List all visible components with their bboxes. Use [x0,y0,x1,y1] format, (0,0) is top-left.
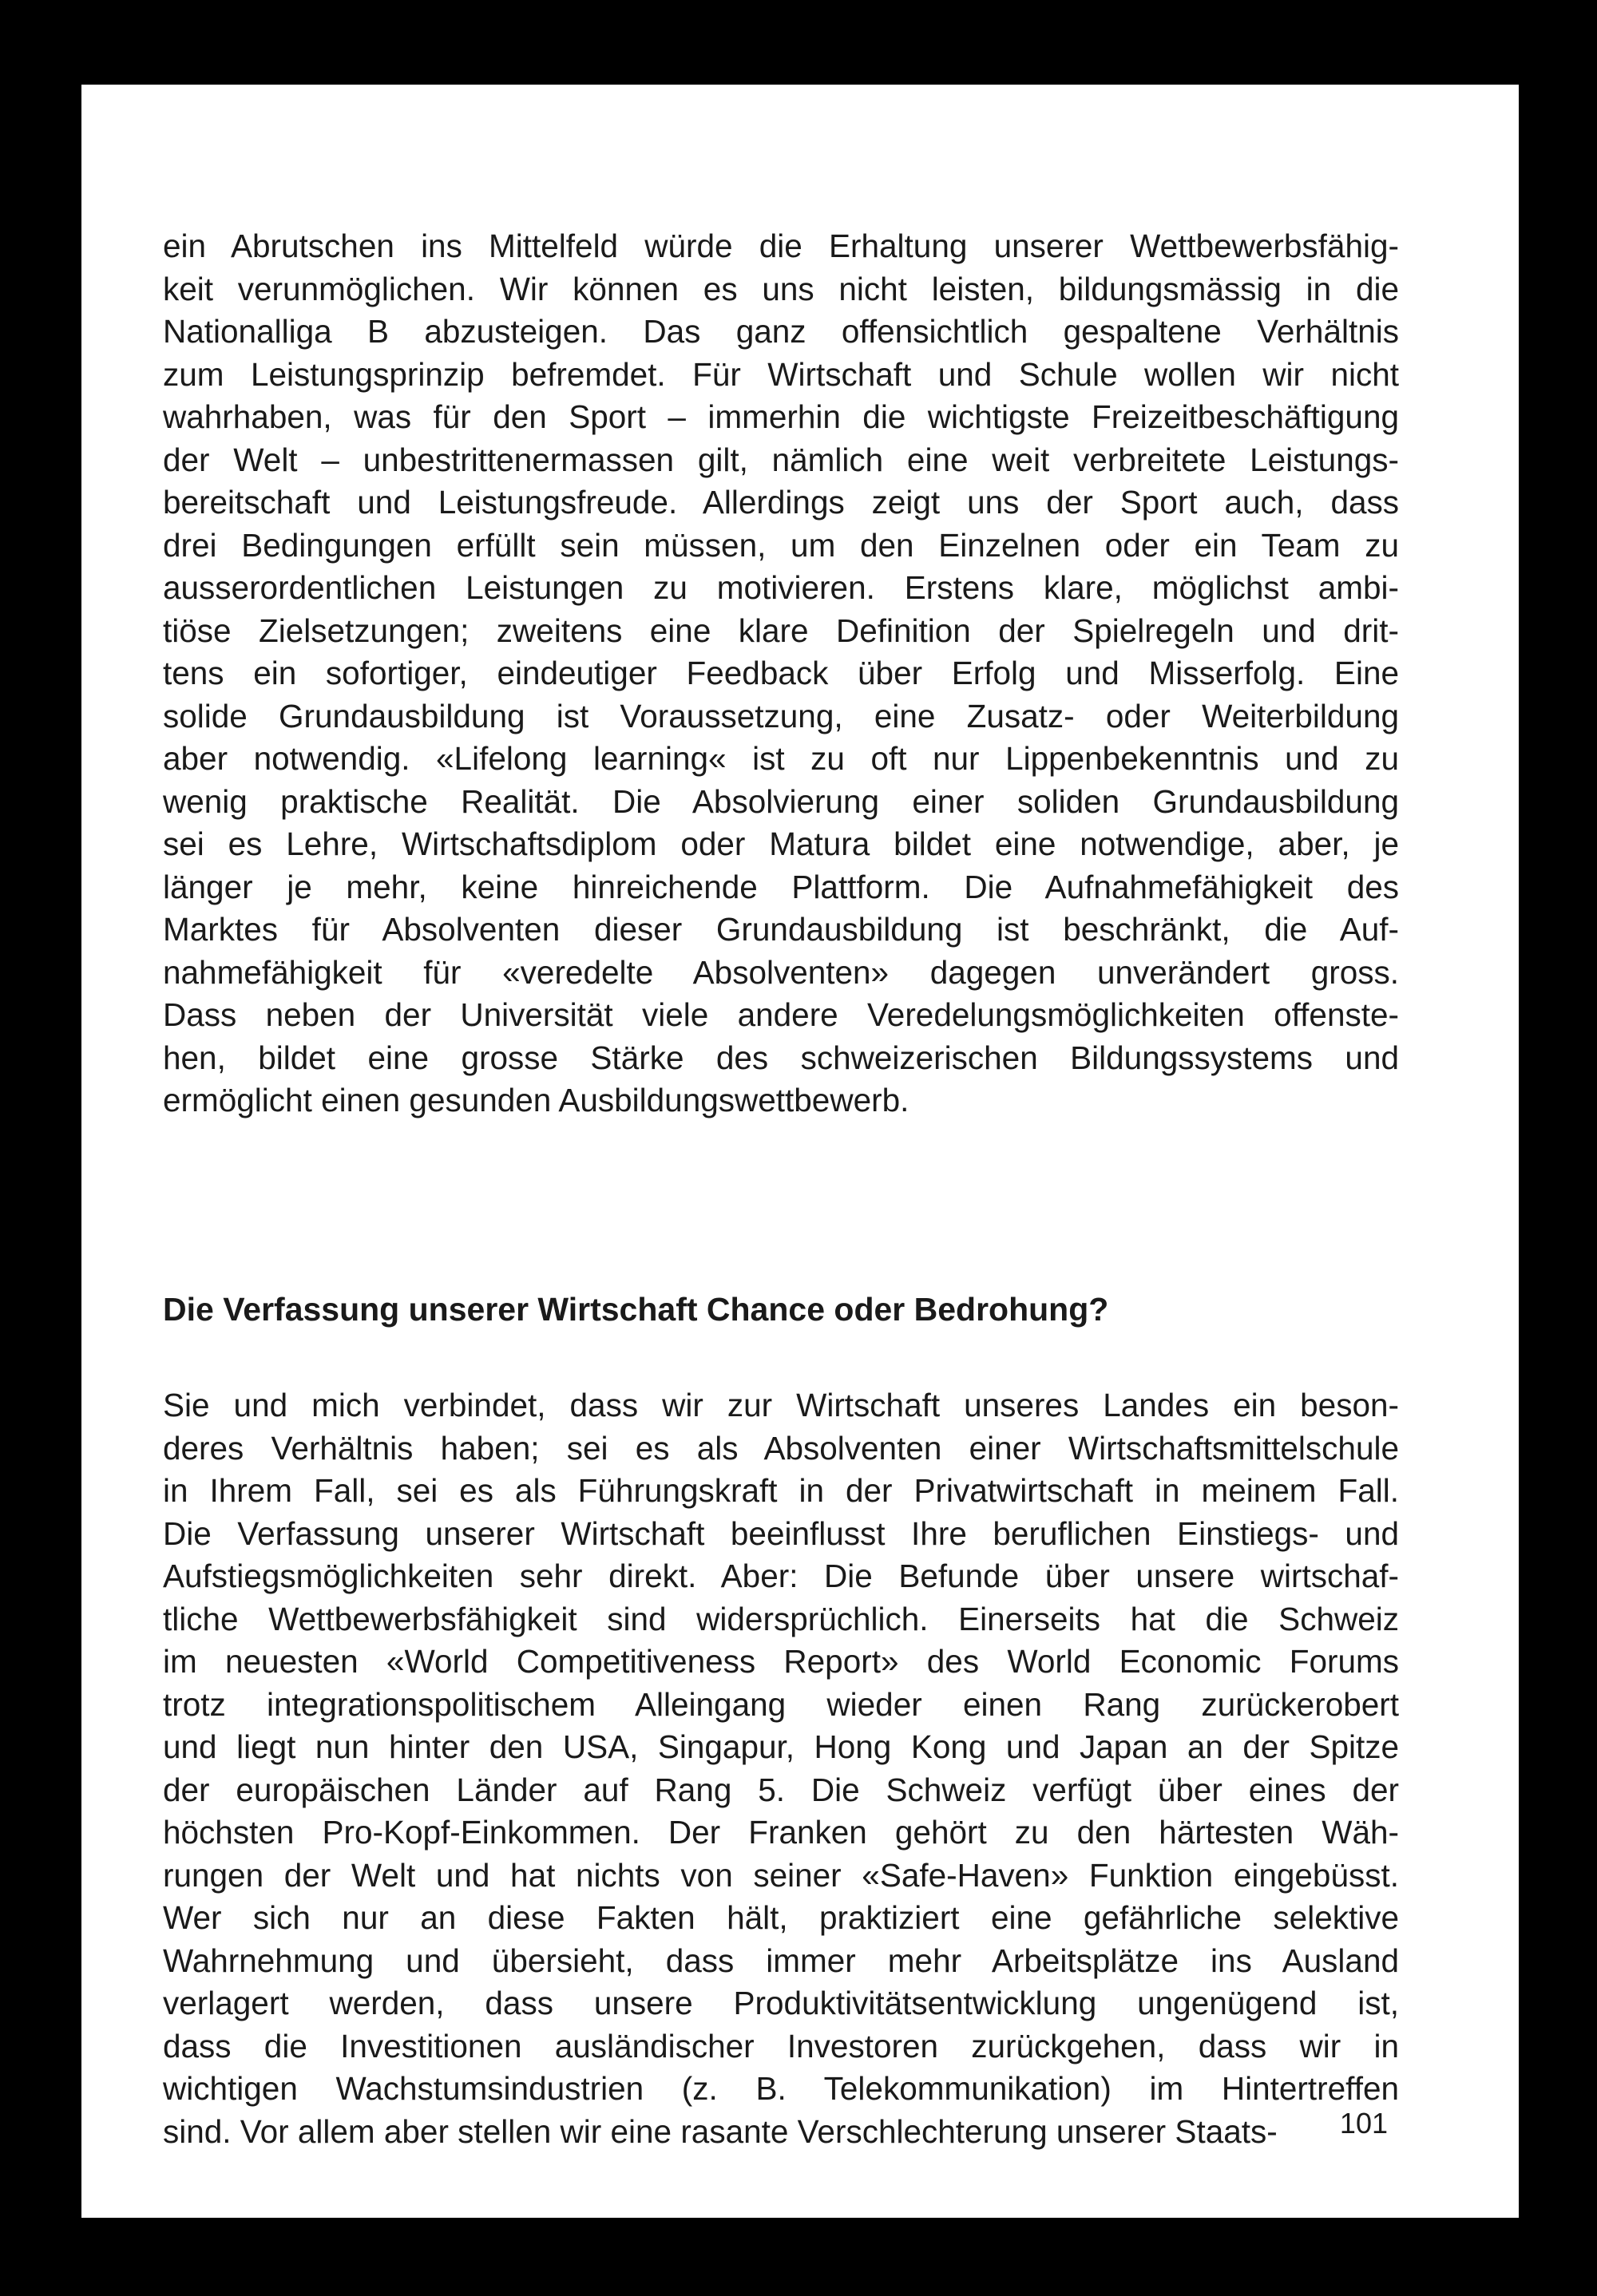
page-number: 101 [1339,2107,1388,2140]
text-line: Die Verfassung unserer Wirtschaft beeinflusst Ihre beruflichen Einstiegs- und [163,1514,1399,1552]
text-line: bereitschaft und Leistungsfreude. Allerdings zeigt uns der Sport auch, dass [163,484,1399,521]
text-line: keit verunmöglichen. Wir können es uns nicht leisten, bildungsmässig in die [163,270,1399,307]
text-line: solide Grundausbildung ist Voraussetzung, eine Zusatz- oder Weiterbildung [163,697,1399,734]
text-line: Dass neben der Universität viele andere Veredelungsmöglichkeiten offenste- [163,996,1399,1033]
text-line: trotz integrationspolitischem Alleingang wieder einen Rang zurückerobert [163,1685,1399,1723]
text-line: wenig praktische Realität. Die Absolvierung einer soliden Grundausbildung [163,782,1399,820]
text-line: zum Leistungsprinzip befremdet. Für Wirtschaft und Schule wollen wir nicht [163,355,1399,393]
text-line: tiöse Zielsetzungen; zweitens eine klare Definition der Spielregeln und drit- [163,612,1399,649]
text-line: wichtigen Wachstumsindustrien (z. B. Telekommunikation) im Hintertreffen [163,2070,1399,2107]
text-line: aber notwendig. «Lifelong learning« ist zu oft nur Lippenbekenntnis und zu [163,740,1399,777]
text-line: Aufstiegsmöglichkeiten sehr direkt. Aber: Die Befunde über unsere wirtschaf- [163,1558,1399,1594]
text-line: nahmefähigkeit für «veredelte Absolventen» dagegen unverändert gross. [163,953,1399,991]
text-line: Wahrnehmung und übersieht, dass immer mehr Arbeitsplätze ins Ausland [163,1942,1399,1979]
text-line: Marktes für Absolventen dieser Grundausbildung ist beschränkt, die Auf- [163,911,1399,948]
text-line: verlagert werden, dass unsere Produktivitätsentwicklung ungenügend ist, [163,1985,1399,2021]
text-line: tliche Wettbewerbsfähigkeit sind widersprüchlich. Einerseits hat die Schweiz [163,1600,1399,1637]
text-line: in Ihrem Fall, sei es als Führungskraft in der Privatwirtschaft in meinem Fall. [163,1472,1399,1509]
text-line: drei Bedingungen erfüllt sein müssen, um den Einzelnen oder ein Team zu [163,526,1399,564]
text-line: rungen der Welt und hat nichts von seiner «Safe-Haven» Funktion eingebüsst. [163,1856,1399,1894]
text-line: sind. Vor allem aber stellen wir eine rasante Verschlechterung unserer Staats- [163,2112,1278,2150]
text-line: Sie und mich verbindet, dass wir zur Wirtschaft unseres Landes ein beson- [163,1387,1399,1423]
document-page [81,85,1519,2218]
body-paragraph-2 [163,1384,1399,2153]
body-paragraph-1 [163,225,1399,1122]
text-line: der Welt – unbestrittenermassen gilt, nämlich eine weit verbreitete Leistungs- [163,441,1399,478]
text-line: tens ein sofortiger, eindeutiger Feedback über Erfolg und Misserfolg. Eine [163,655,1399,691]
text-line: ein Abrutschen ins Mittelfeld würde die Erhaltung unserer Wettbewerbsfähig- [163,228,1399,264]
text-line: deres Verhältnis haben; sei es als Absolventen einer Wirtschaftsmittelschule [163,1429,1399,1467]
text-line: der europäischen Länder auf Rang 5. Die Schweiz verfügt über eines der [163,1771,1399,1808]
text-line: Nationalliga B abzusteigen. Das ganz offensichtlich gespaltene Verhältnis [163,313,1399,350]
text-line: ermöglicht einen gesunden Ausbildungswettbewerb. [163,1082,909,1118]
text-line: höchsten Pro-Kopf-Einkommen. Der Franken gehört zu den härtesten Wäh- [163,1814,1399,1851]
text-line: länger je mehr, keine hinreichende Plattform. Die Aufnahmefähigkeit des [163,868,1399,905]
text-line: sei es Lehre, Wirtschaftsdiplom oder Matura bildet eine notwendige, aber, je [163,825,1399,862]
text-line: Wer sich nur an diese Fakten hält, praktiziert eine gefährliche selektive [163,1899,1399,1936]
text-line: wahrhaben, was für den Sport – immerhin die wichtigste Freizeitbeschäftigung [163,398,1399,435]
text-line: ausserordentlichen Leistungen zu motivieren. Erstens klare, möglichst ambi- [163,569,1399,606]
text-line: und liegt nun hinter den USA, Singapur, Hong Kong und Japan an der Spitze [163,1728,1399,1765]
section-heading: Die Verfassung unserer Wirtschaft Chance oder Bedrohung? [163,1291,1109,1328]
text-line: im neuesten «World Competitiveness Report» des World Economic Forums [163,1643,1399,1680]
text-line: hen, bildet eine grosse Stärke des schweizerischen Bildungssystems und [163,1039,1399,1076]
text-line: dass die Investitionen ausländischer Investoren zurückgehen, dass wir in [163,2027,1399,2064]
